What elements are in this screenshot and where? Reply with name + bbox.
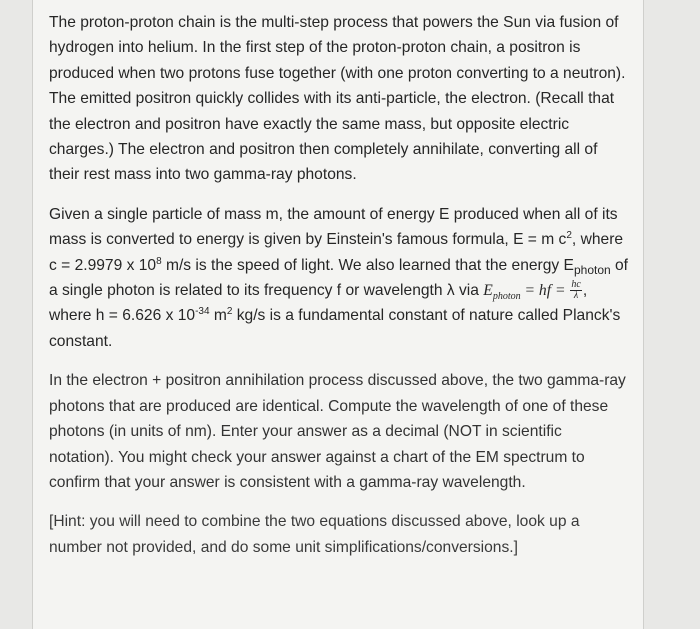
- formula-text-a: Given a single particle of mass m, the amount of energy E produced when all of its mass is converted to energy is given by Einstein's famous formula, E = m c: [49, 205, 618, 249]
- formula-text-b: , where c = 2.9979 x 10: [49, 231, 624, 274]
- question-paragraph: In the electron + positron annihilation process discussed above, the two gamma-ray photons that are produced are identical. Compute the wavelength of one of these photons (in units of nm). Enter your answer as a decimal (NOT in scientific notation). You might check your answer against a chart of the EM spectrum to confirm that your answer is consistent with a gamma-ray wavelength.: [49, 372, 626, 491]
- photon-energy-subscript: photon: [492, 291, 521, 303]
- hc-over-lambda-fraction: [570, 280, 581, 301]
- formula-text-f: m: [209, 307, 227, 325]
- problem-page: [32, 0, 644, 629]
- formula-text-g: kg/s is a fundamental constant of nature called Planck's constant.: [49, 307, 621, 350]
- formula-paragraph: [49, 202, 629, 354]
- c-squared-exponent: 2: [566, 230, 572, 242]
- fraction-denominator: λ: [573, 290, 579, 302]
- hint-paragraph: [Hint: you will need to combine the two equations discussed above, look up a number not provided, and do some unit simplifications/conversions.]: [49, 513, 580, 556]
- formula-text-e: , where h = 6.626 x 10: [49, 282, 588, 325]
- planck-exponent: -34: [195, 306, 210, 318]
- fraction-numerator: hc: [571, 279, 581, 291]
- formula-text-d: of a single photon is related to its frequency f or wavelength λ via: [49, 256, 629, 300]
- intro-paragraph: The proton-proton chain is the multi-step process that powers the Sun via fusion of hydrogen into helium. In the first step of the proton-proton chain, a positron is produced when two protons fuse together (with one proton converting to a neutron). The emitted positron quickly collides with its anti-particle, the electron. (Recall that the electron and positron have exactly the same mass, but opposite electric charges.) The electron and positron then completely annihilate, converting all of their rest mass into two gamma-ray photons.: [49, 14, 626, 184]
- planck-relation: = hf =: [520, 282, 570, 300]
- formula-text-c: m/s is the speed of light. We also learned that the energy E: [161, 256, 574, 274]
- photon-energy-symbol: E: [483, 282, 493, 300]
- photon-subscript: photon: [573, 262, 611, 277]
- speed-of-light-exponent: 8: [156, 255, 162, 267]
- meter-squared-exponent: 2: [226, 306, 233, 318]
